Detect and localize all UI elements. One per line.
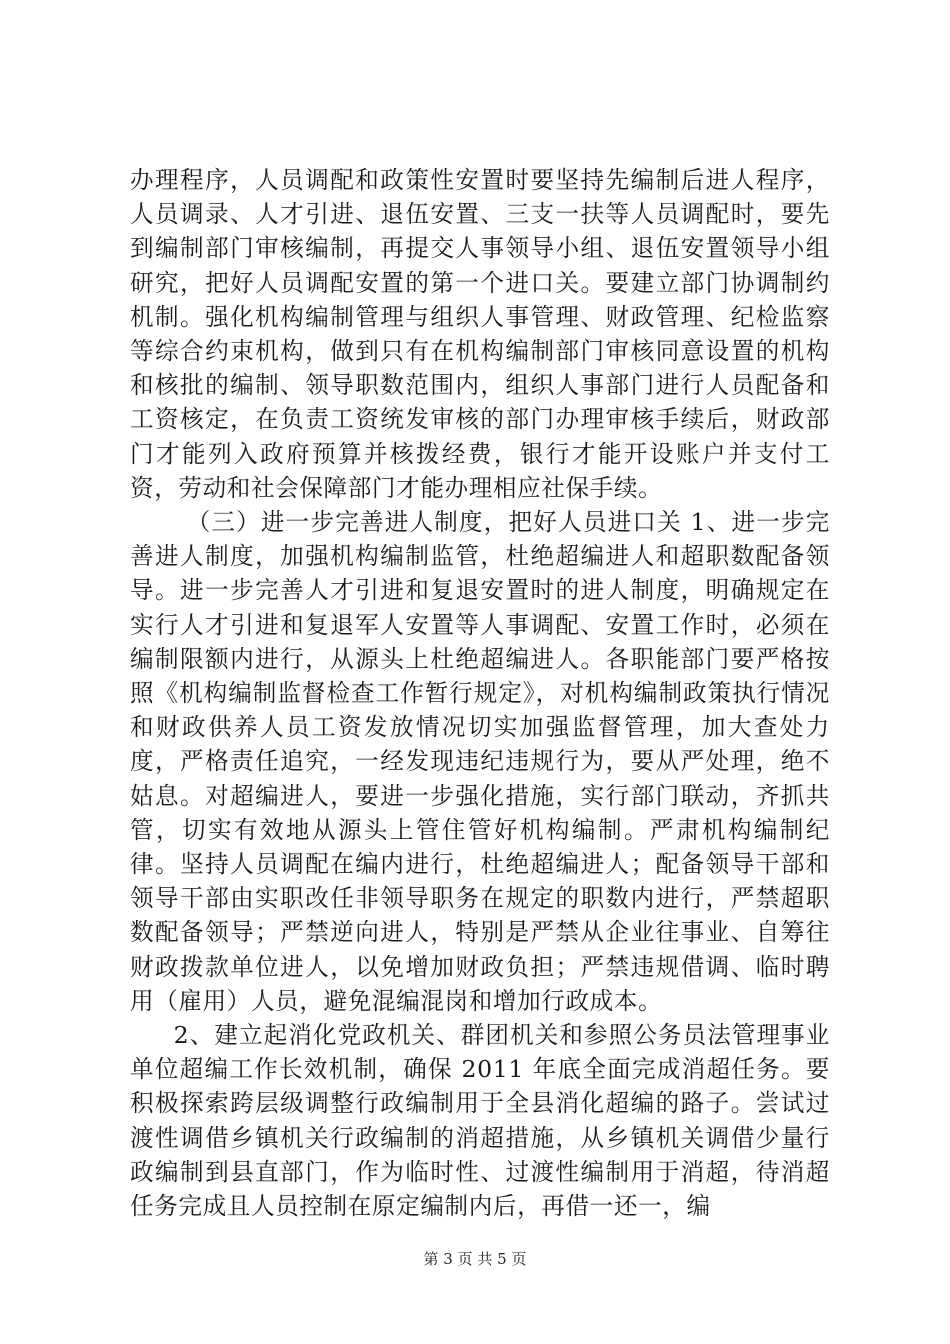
paragraph-1: 办理程序，人员调配和政策性安置时要坚持先编制后进人程序，人员调录、人才引进、退伍安置、三支一扶等人员调配时，要先到编制部门审核编制，再提交人事领导小组、退伍安置领导小组研究，把好人员调配安置的第一个进口关。要建立部门协调制约机制。强化机构编制管理与组织人事管理、财政管理、纪检监察等综合约束机构，做到只有在机构编制部门审核同意设置的机构和核批的编制、领导职数范围内，组织人事部门进行人员配备和工资核定，在负责工资统发审核的部门办理审核手续后，财政部门才能列入政府预算并核拨经费，银行才能开设账户并支付工资，劳动和社会保障部门才能办理相应社保手续。 <box>130 166 830 502</box>
paragraph-2: （三）进一步完善进人制度，把好人员进口关 1、进一步完善进人制度，加强机构编制监管，杜绝超编进人和超职数配备领导。进一步完善人才引进和复退安置时的进人制度，明确规定在实行人才引进和复退军人安置等人事调配、安置工作时，必须在编制限额内进行，从源头上杜绝超编进人。各职能部门要严格按照《机构编制监督检查工作暂行规定》，对机构编制政策执行情况和财政供养人员工资发放情况切实加强监督管理，加大查处力度，严格责任追究，一经发现违纪违规行为，要从严处理，绝不姑息。对超编进人，要进一步强化措施，实行部门联动，齐抓共管，切实有效地从源头上管住管好机构编制。严肃机构编制纪律。坚持人员调配在编内进行，杜绝超编进人；配备领导干部和领导干部由实职改任非领导职务在规定的职数内进行，严禁超职数配备领导；严禁逆向进人，特别是严禁从企业往事业、自筹往财政拨款单位进人，以免增加财政负担；严禁违规借调、临时聘用（雇用）人员，避免混编混岗和增加行政成本。 <box>130 508 830 1015</box>
document-body <box>130 163 830 1223</box>
page-number-label: 第 3 页 共 5 页 <box>423 1250 527 1268</box>
page-footer <box>0 1249 950 1269</box>
paragraph-3: 2、建立起消化党政机关、群团机关和参照公务员法管理事业单位超编工作长效机制，确保 2011 年底全面完成消超任务。要积极探索跨层级调整行政编制用于全县消化超编的路子。尝试过渡性调借乡镇机关行政编制的消超措施，从乡镇机关调借少量行政编制到县直部门，作为临时性、过渡性编制用于消超，待消超任务完成且人员控制在原定编制内后，再借一还一，编 <box>130 1021 830 1221</box>
